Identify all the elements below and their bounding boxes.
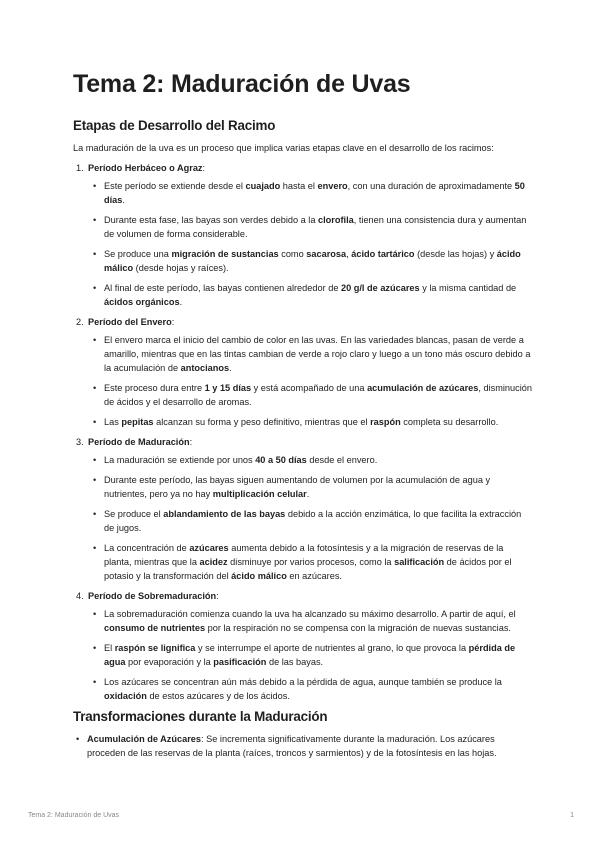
bullet-icon: •	[93, 249, 97, 259]
bullet-icon: •	[93, 215, 97, 225]
bold-text: 1 y 15 días	[204, 383, 252, 393]
bullet-icon: •	[93, 283, 97, 293]
bullet-item	[88, 415, 533, 429]
bold-text: 50 días	[104, 181, 525, 205]
bold-text: multiplicación celular	[212, 489, 307, 499]
text-run: Las	[104, 417, 122, 427]
text-run: .	[122, 195, 125, 205]
bold-text: ácido tartárico	[351, 249, 415, 259]
bold-text: Período de Sobremaduración	[88, 591, 217, 601]
text-run: disminuye por varios procesos, como la	[227, 557, 395, 567]
bullet-item	[88, 213, 533, 241]
text-run: completa su desarrollo.	[400, 417, 499, 427]
stage-item	[73, 435, 533, 583]
bullet-item	[88, 607, 533, 635]
bold-text: envero	[317, 181, 348, 191]
bold-text: azúcares	[189, 543, 229, 553]
bullet-item	[88, 179, 533, 207]
bullet-item	[73, 732, 533, 760]
bold-text: clorofila	[318, 215, 354, 225]
bullet-icon: •	[93, 543, 97, 553]
bold-text: cuajado	[245, 181, 281, 191]
text-run: como	[278, 249, 307, 259]
text-run: Se produce una	[104, 249, 172, 259]
bullet-icon: •	[93, 475, 97, 485]
text-run: y la misma cantidad de	[419, 283, 517, 293]
bold-text: raspón se lignifica	[114, 643, 196, 653]
text-run: : Se incrementa significativamente durante la maduración. Los azúcares proceden de las reservas de la planta (raíces, troncos y sarmientos) y de la fotosíntesis en las hojas.	[87, 734, 497, 758]
bullet-item	[88, 507, 533, 535]
stage-number: 4.	[76, 591, 84, 601]
bold-text: consumo de nutrientes	[104, 623, 206, 633]
text-run: :	[189, 437, 193, 447]
bullet-icon: •	[93, 455, 97, 465]
text-run: por la respiración no se compensa con la migración de nuevas sustancias.	[205, 623, 511, 633]
text-run: y se interrumpe el aporte de nutrientes al grano, lo que provoca la	[195, 643, 469, 653]
bullet-icon: •	[76, 734, 80, 744]
bold-text: ácido málico	[231, 571, 287, 581]
text-run: Este proceso dura entre	[104, 383, 205, 393]
bullet-icon: •	[93, 643, 97, 653]
bold-text: Período de Maduración	[88, 437, 190, 447]
bold-text: acidez	[199, 557, 228, 567]
page-number: 1	[570, 812, 574, 819]
text-run: Los azúcares se concentran aún más debido a la pérdida de agua, aunque también se produce la	[104, 677, 502, 687]
footer-title: Tema 2: Maduración de Uvas	[28, 812, 120, 819]
bullet-item	[88, 333, 533, 375]
bold-text: Acumulación de Azúcares	[87, 734, 202, 744]
text-run: La sobremaduración comienza cuando la uva ha alcanzado su máximo desarrollo. A partir de aquí, el	[104, 609, 516, 619]
bullet-icon: •	[93, 677, 97, 687]
bullet-item	[88, 641, 533, 669]
text-run: ,	[346, 249, 352, 259]
stage-label	[88, 317, 174, 327]
section-intro: La maduración de la uva es un proceso que implica varias etapas clave en el desarrollo de los racimos:	[73, 143, 494, 153]
bullet-item	[88, 247, 533, 275]
text-run: por evaporación y la	[125, 657, 214, 667]
stage-label	[88, 437, 192, 447]
bold-text: salificación	[394, 557, 445, 567]
bullet-item	[88, 453, 533, 467]
text-run: , disminución de ácidos y el desarrollo de aromas.	[104, 383, 533, 407]
bold-text: oxidación	[104, 691, 147, 701]
text-run: Al final de este período, las bayas contienen alrededor de	[104, 283, 341, 293]
bullet-icon: •	[93, 181, 97, 191]
bullet-item	[88, 675, 533, 703]
bold-text: ácidos orgánicos	[104, 297, 180, 307]
text-run: debido a la acción enzimática, lo que facilita la extracción de jugos.	[104, 509, 522, 533]
text-run: :	[216, 591, 219, 601]
bullet-icon: •	[93, 417, 97, 427]
stages-list	[73, 161, 533, 703]
bullet-item	[88, 541, 533, 583]
bullet-item	[88, 473, 533, 501]
text-run: El envero marca el inicio del cambio de color en las uvas. En las variedades blancas, pasan de verde a amarillo, mientras que en las tintas cambian de verde a rojo claro y luego a un tono más oscuro debido a la acumulación de	[104, 335, 531, 373]
bullet-item	[88, 381, 533, 409]
bold-text: Período Herbáceo o Agraz	[88, 163, 203, 173]
text-run: .	[229, 363, 232, 373]
bold-text: migración de sustancias	[171, 249, 279, 259]
bullet-icon: •	[93, 509, 97, 519]
bullet-icon: •	[93, 335, 97, 345]
text-run: La maduración se extiende por unos	[104, 455, 256, 465]
document-page	[73, 70, 533, 760]
text-run: :	[202, 163, 206, 173]
stage-bullets	[88, 179, 533, 309]
text-run: de las bayas.	[266, 657, 324, 667]
text-run: alcanzan su forma y peso definitivo, mientras que el	[153, 417, 371, 427]
text-run: de ácidos por el potasio y la transformación del	[104, 557, 512, 581]
bold-text: 40 a 50 días	[255, 455, 307, 465]
bold-text: acumulación de azúcares	[367, 383, 479, 393]
page-footer	[28, 812, 574, 819]
text-run: , con una duración de aproximadamente	[347, 181, 515, 191]
text-run: (desde hojas y raíces).	[133, 263, 229, 273]
stage-number: 1.	[76, 163, 84, 173]
bullet-item	[88, 281, 533, 309]
page-title: Tema 2: Maduración de Uvas	[73, 70, 411, 98]
bold-text: Período del Envero	[88, 317, 172, 327]
stage-label	[88, 163, 205, 173]
stage-number: 2.	[76, 317, 84, 327]
bullet-icon: •	[93, 383, 97, 393]
text-run: (desde las hojas) y	[414, 249, 497, 259]
text-run: :	[171, 317, 175, 327]
text-run: El	[104, 643, 115, 653]
transformaciones-list	[73, 732, 533, 760]
section-heading-etapas: Etapas de Desarrollo del Racimo	[73, 118, 276, 133]
text-run: Se produce el	[104, 509, 164, 519]
text-run: La concentración de	[104, 543, 190, 553]
bold-text: pepitas	[121, 417, 154, 427]
section-heading-transformaciones: Transformaciones durante la Maduración	[73, 709, 328, 724]
text-run: desde el envero.	[306, 455, 378, 465]
text-run: y está acompañado de una	[251, 383, 368, 393]
stage-bullets	[88, 607, 533, 703]
bold-text: 20 g/l de azúcares	[341, 283, 420, 293]
stage-item	[73, 589, 533, 703]
stage-bullets	[88, 333, 533, 429]
bold-text: sacarosa	[306, 249, 347, 259]
text-run: .	[179, 297, 183, 307]
text-run: aumenta debido a la fotosíntesis y a la migración de reservas de la planta, mientras que la	[104, 543, 504, 567]
text-run: Este período se extiende desde el	[104, 181, 246, 191]
text-run: , tienen una consistencia dura y aumentan de volumen de forma considerable.	[104, 215, 527, 239]
text-run: hasta el	[280, 181, 318, 191]
text-run: .	[306, 489, 310, 499]
bold-text: ácido málico	[104, 249, 521, 273]
stage-item	[73, 315, 533, 429]
text-run: Durante esta fase, las bayas son verdes debido a la	[104, 215, 318, 225]
bold-text: raspón	[370, 417, 401, 427]
bold-text: antocianos	[180, 363, 230, 373]
stage-bullets	[88, 453, 533, 583]
bold-text: pasificación	[213, 657, 267, 667]
stage-label	[88, 591, 219, 601]
bold-text: pérdida de agua	[104, 643, 516, 667]
text-run: en azúcares.	[286, 571, 342, 581]
bullet-icon: •	[93, 609, 97, 619]
stage-number: 3.	[76, 437, 84, 447]
text-run: de estos azúcares y de los ácidos.	[146, 691, 290, 701]
stage-item	[73, 161, 533, 309]
bold-text: ablandamiento de las bayas	[163, 509, 286, 519]
text-run: Durante este período, las bayas siguen aumentando de volumen por la acumulación de agua y nutrientes, pero ya no hay	[104, 475, 491, 499]
